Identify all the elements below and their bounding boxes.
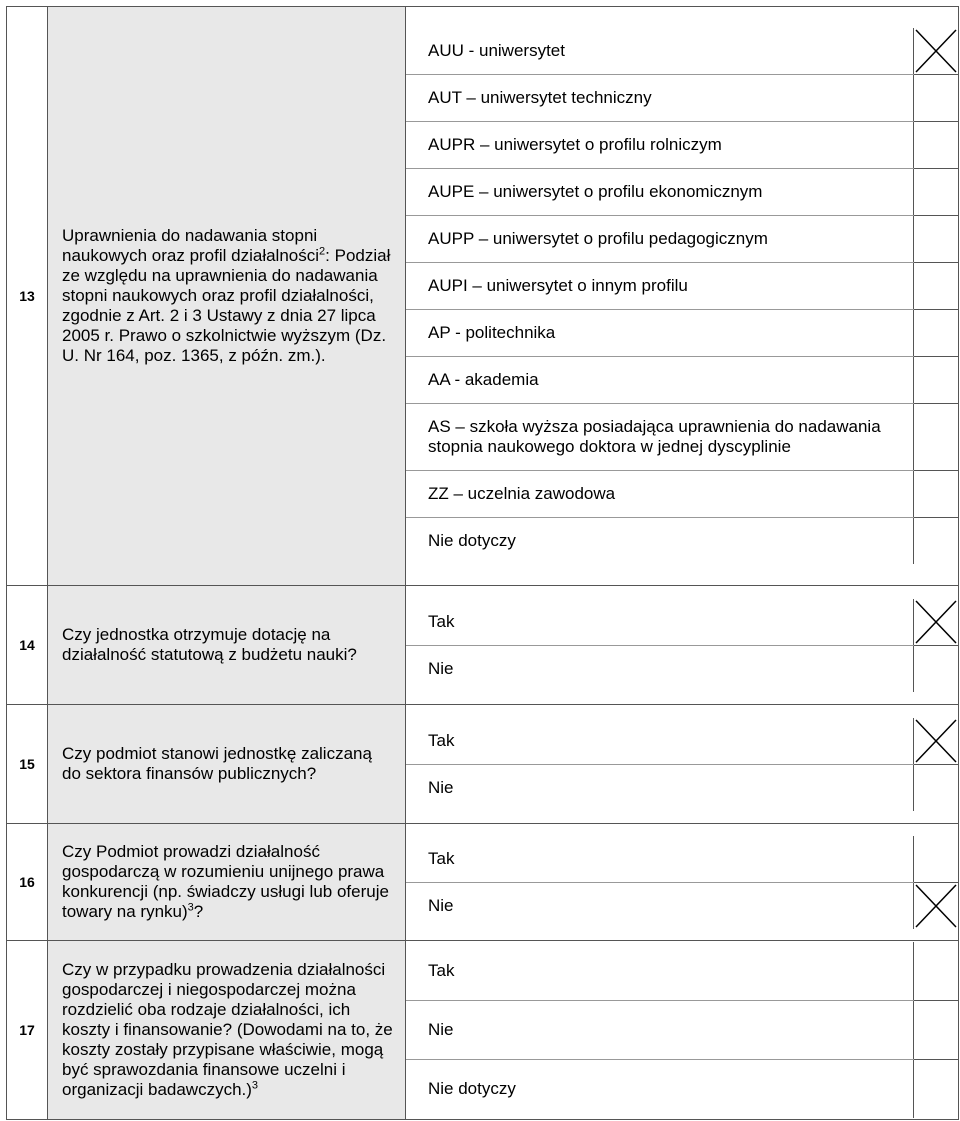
- question-text: Czy podmiot stanowi jednostkę zaliczaną do sektora finansów publicznych?: [48, 705, 406, 824]
- option-row: [406, 882, 958, 929]
- checkbox[interactable]: [914, 645, 959, 692]
- options-cell: [406, 941, 959, 1120]
- row-number: 13: [7, 7, 48, 586]
- option-row: [406, 645, 958, 692]
- question-text: Uprawnienia do nadawania stopni naukowych oraz profil działalności$^2$: Podział ze względu na uprawnienia do nadawania stopni naukowych oraz profil działalności, zgodnie z Art. 2 i 3 Ustawy z dnia 27 lipca 2005 r. Prawo o szkolnictwie wyższym (Dz. U. Nr 164, poz. 1365, z późn. zm.).: [48, 7, 406, 586]
- x-mark-icon: [914, 599, 958, 645]
- checkbox-checked[interactable]: [914, 599, 959, 646]
- checkbox[interactable]: [914, 1001, 959, 1060]
- option-row: [406, 310, 958, 357]
- options-cell: [406, 705, 959, 824]
- option-label: AUPI – uniwersytet o innym profilu: [406, 263, 914, 310]
- option-label: AUPR – uniwersytet o profilu rolniczym: [406, 122, 914, 169]
- checkbox[interactable]: [914, 263, 959, 310]
- option-row: [406, 836, 958, 883]
- option-row: [406, 357, 958, 404]
- option-label: AUT – uniwersytet techniczny: [406, 75, 914, 122]
- option-label: Nie: [406, 1001, 914, 1060]
- options-cell: [406, 824, 959, 941]
- option-row: [406, 599, 958, 646]
- question-row: [7, 824, 959, 941]
- row-number: 14: [7, 586, 48, 705]
- x-mark-icon: [914, 718, 958, 764]
- option-row: [406, 216, 958, 263]
- option-label: Tak: [406, 599, 914, 646]
- row-number: 16: [7, 824, 48, 941]
- option-row: [406, 404, 958, 471]
- checkbox-checked[interactable]: [914, 718, 959, 765]
- option-label: AUPE – uniwersytet o profilu ekonomicznym: [406, 169, 914, 216]
- option-label: AA - akademia: [406, 357, 914, 404]
- checkbox[interactable]: [914, 169, 959, 216]
- option-row: [406, 518, 958, 565]
- questionnaire-table: [6, 6, 959, 1120]
- question-text: Czy jednostka otrzymuje dotację na działalność statutową z budżetu nauki?: [48, 586, 406, 705]
- option-row: [406, 1001, 958, 1060]
- question-row: [7, 941, 959, 1120]
- question-row: [7, 586, 959, 705]
- checkbox[interactable]: [914, 310, 959, 357]
- option-row: [406, 122, 958, 169]
- checkbox[interactable]: [914, 357, 959, 404]
- checkbox[interactable]: [914, 216, 959, 263]
- option-row: [406, 75, 958, 122]
- checkbox[interactable]: [914, 764, 959, 811]
- options-cell: [406, 7, 959, 586]
- option-label: AUPP – uniwersytet o profilu pedagogicznym: [406, 216, 914, 263]
- question-text: Czy w przypadku prowadzenia działalności gospodarczej i niegospodarczej można rozdzielić oba rodzaje działalności, ich koszty i finansowanie? (Dowodami na to, że koszty zostały przypisane właściwie, mogą być sprawozdania finansowe uczelni i organizacji badawczych.)$^3$: [48, 941, 406, 1120]
- checkbox-checked[interactable]: [914, 882, 959, 929]
- option-row: [406, 942, 958, 1001]
- checkbox[interactable]: [914, 75, 959, 122]
- row-number: 17: [7, 941, 48, 1120]
- option-label: AP - politechnika: [406, 310, 914, 357]
- x-mark-icon: [914, 28, 958, 74]
- option-label: Tak: [406, 718, 914, 765]
- row-number: 15: [7, 705, 48, 824]
- x-mark-icon: [914, 883, 958, 929]
- option-label: AUU - uniwersytet: [406, 28, 914, 75]
- option-label: ZZ – uczelnia zawodowa: [406, 471, 914, 518]
- option-label: Nie dotyczy: [428, 1079, 516, 1098]
- checkbox[interactable]: [914, 122, 959, 169]
- question-row: [7, 705, 959, 824]
- option-row: [406, 764, 958, 811]
- checkbox[interactable]: [914, 1060, 959, 1119]
- option-label: Nie: [428, 777, 454, 797]
- option-row: [406, 263, 958, 310]
- checkbox[interactable]: [914, 942, 959, 1001]
- option-label: Nie: [428, 658, 454, 678]
- options-cell: [406, 586, 959, 705]
- checkbox[interactable]: [914, 471, 959, 518]
- checkbox[interactable]: [914, 836, 959, 883]
- option-label: Nie dotyczy: [428, 531, 516, 550]
- option-label: AS – szkoła wyższa posiadająca uprawnienia do nadawania stopnia naukowego doktora w jednej dyscyplinie: [406, 404, 914, 471]
- option-row: [406, 28, 958, 75]
- option-row: [406, 1060, 958, 1119]
- option-row: [406, 169, 958, 216]
- option-row: [406, 471, 958, 518]
- question-text: Czy Podmiot prowadzi działalność gospodarczą w rozumieniu unijnego prawa konkurencji (np. świadczy usługi lub oferuje towary na rynku)$^3$?: [48, 824, 406, 941]
- option-label: Tak: [406, 942, 914, 1001]
- checkbox[interactable]: [914, 404, 959, 471]
- option-label: Tak: [406, 836, 914, 883]
- question-row: [7, 7, 959, 586]
- option-row: [406, 718, 958, 765]
- checkbox[interactable]: [914, 518, 959, 565]
- checkbox-checked[interactable]: [914, 28, 959, 75]
- option-label: Nie: [428, 895, 454, 915]
